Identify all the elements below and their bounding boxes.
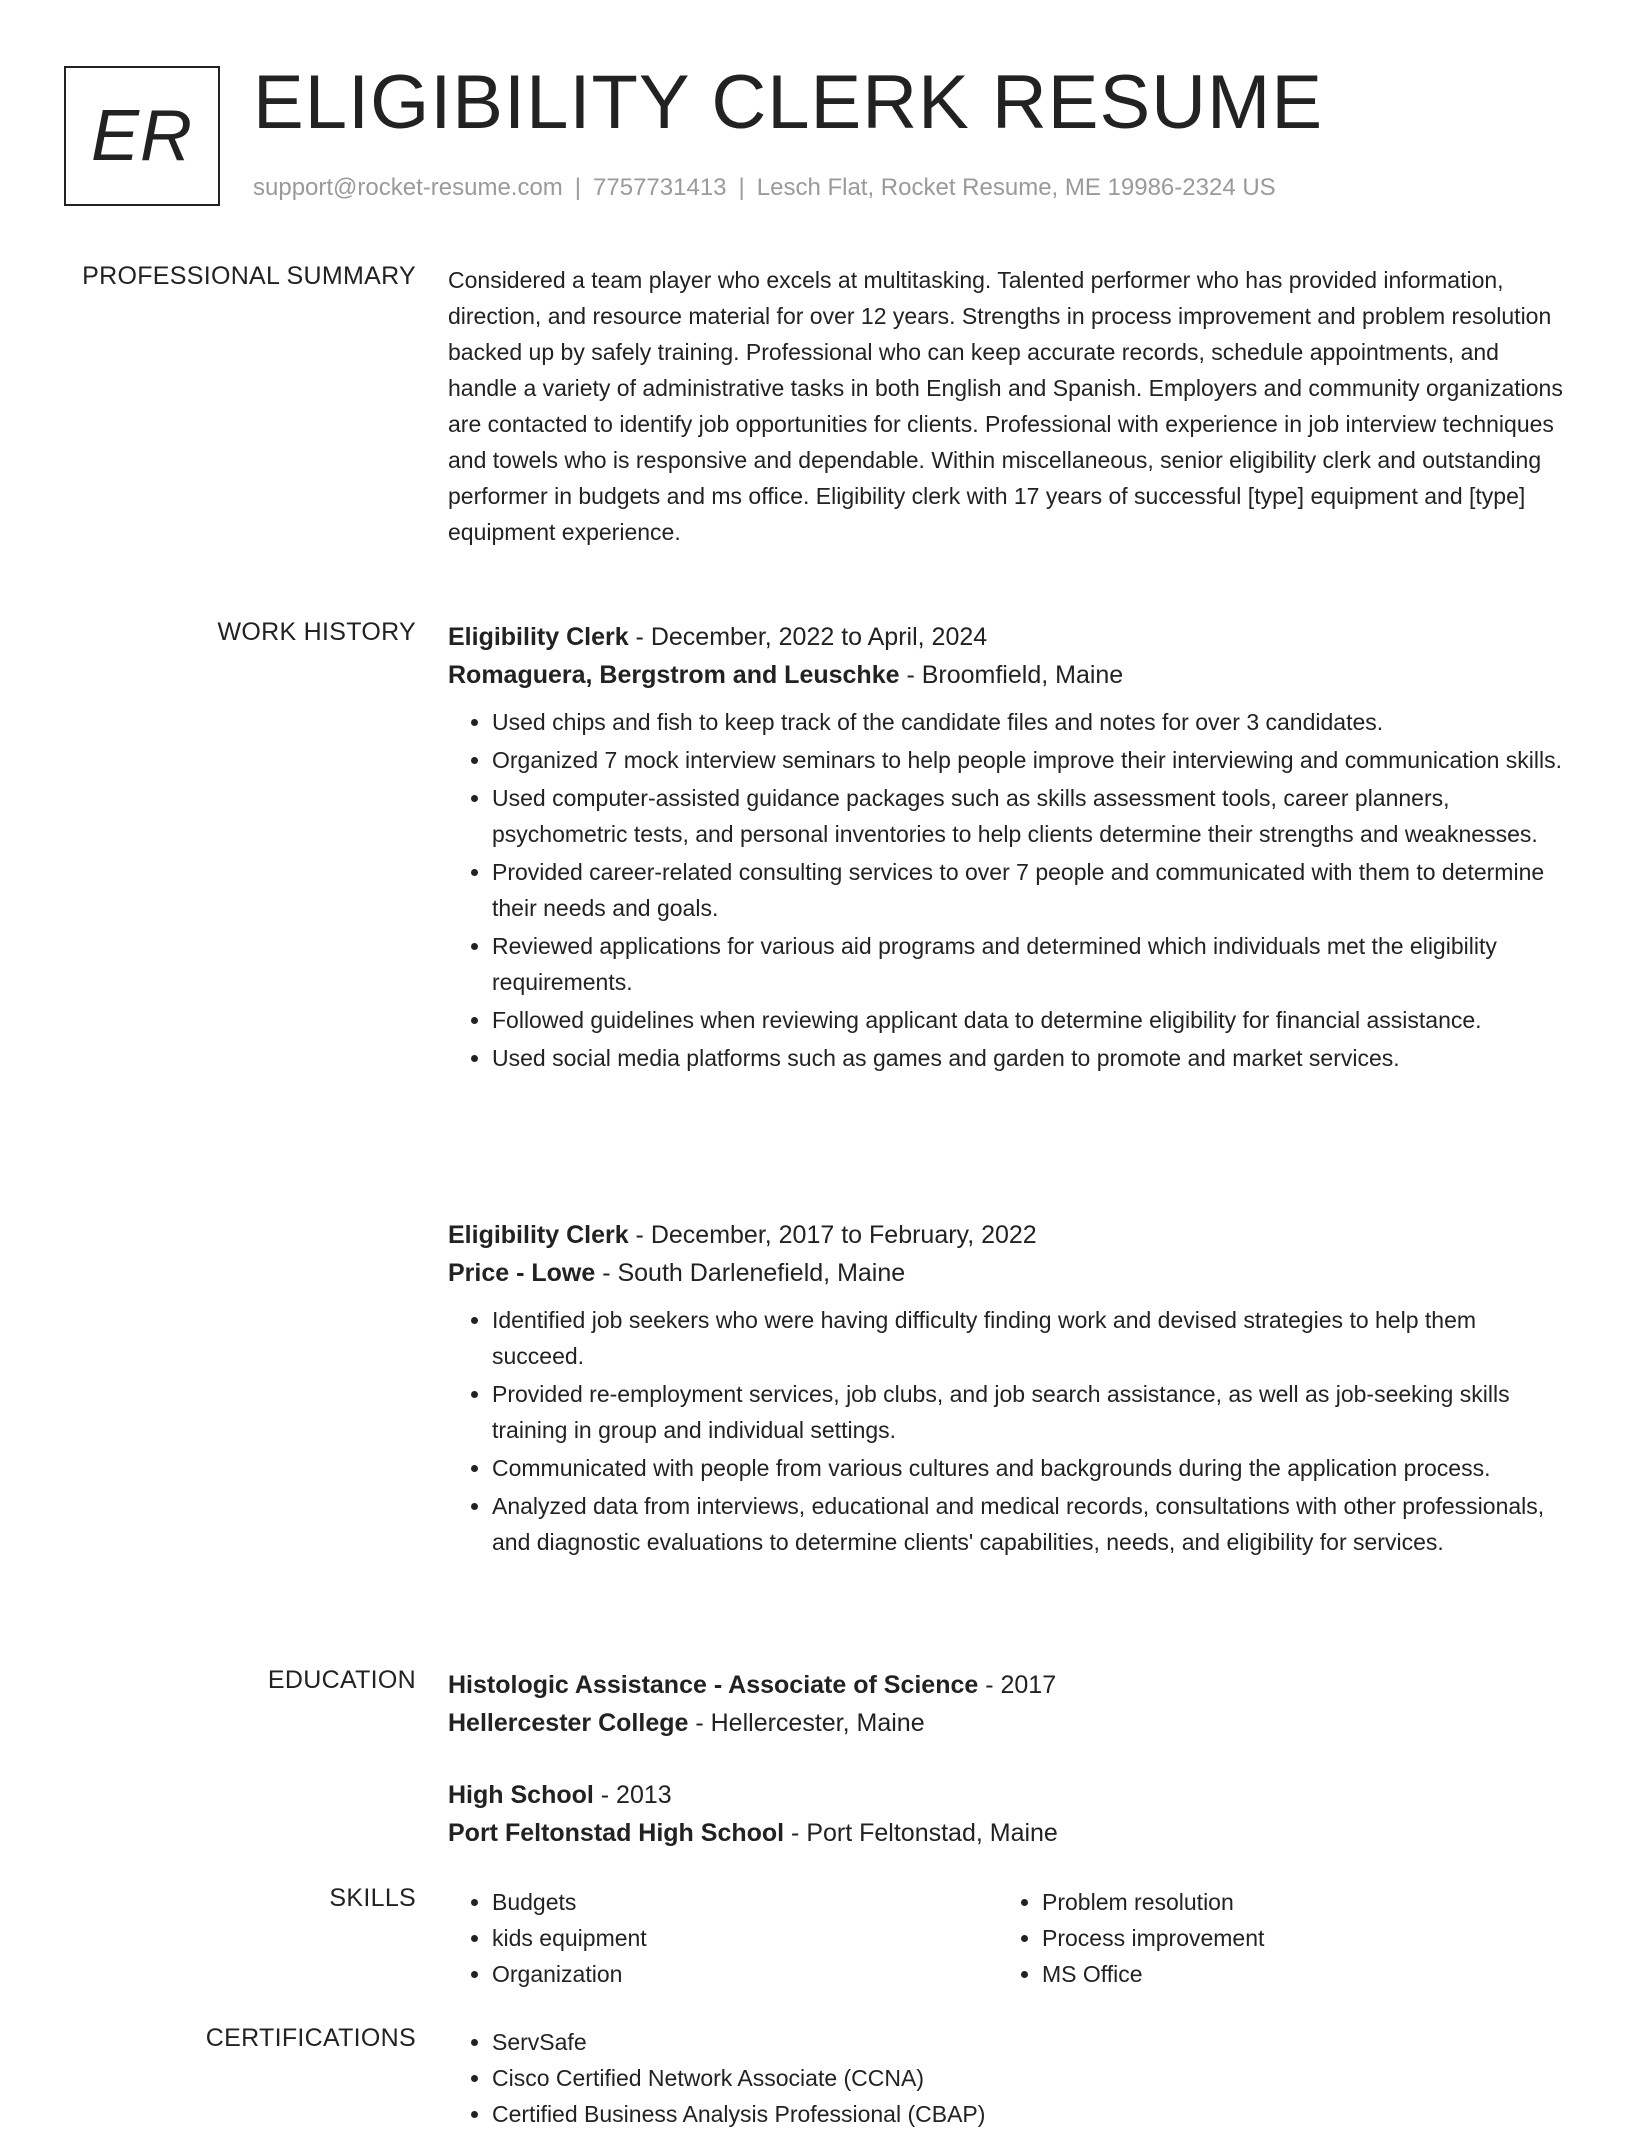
section-label-summary: PROFESSIONAL SUMMARY	[82, 262, 416, 290]
job-bullet: • Organized 7 mock interview seminars to help people improve their interviewing and communication skills.	[492, 742, 1568, 778]
job-entry	[448, 618, 1568, 1076]
monogram-box	[64, 66, 220, 206]
education-degree-line	[448, 1666, 1568, 1704]
job-title-line	[448, 1216, 1568, 1254]
job-title: Eligibility Clerk	[448, 623, 629, 651]
job-bullet: • Reviewed applications for various aid programs and determined which individuals met the eligibility requirements.	[492, 928, 1568, 1000]
certifications-list	[448, 2024, 1568, 2132]
job-company: Price - Lowe	[448, 1259, 596, 1287]
skill-item: • Process improvement	[1042, 1920, 1548, 1956]
education-location: - Hellercester, Maine	[688, 1709, 925, 1737]
job-dates: - December, 2017 to February, 2022	[628, 1221, 1037, 1249]
skill-item: • MS Office	[1042, 1956, 1548, 1992]
monogram-initials: ER	[90, 96, 194, 176]
section-label-work-history: WORK HISTORY	[217, 618, 416, 646]
contact-address: Lesch Flat, Rocket Resume, ME 19986-2324 US	[756, 174, 1276, 201]
work-history-body-2	[448, 1216, 1568, 1562]
summary-text: Considered a team player who excels at multitasking. Talented performer who has provided information, direction, and resource material for over 12 years. Strengths in process improvement and problem resolution backed up by safely training. Professional who can keep accurate records, schedule appointments, and handle a variety of administrative tasks in both English and Spanish. Employers and community organizations are contacted to identify job opportunities for clients. Professional with experience in job interview techniques and towels who is responsive and dependable. Within miscellaneous, senior eligibility clerk and outstanding performer in budgets and ms office. Eligibility clerk with 17 years of successful [type] equipment and [type] equipment experience.	[448, 267, 1563, 545]
education-school: Port Feltonstad High School	[448, 1819, 785, 1847]
education-entry	[448, 1666, 1568, 1742]
job-bullet: • Communicated with people from various cultures and backgrounds during the application process.	[492, 1450, 1568, 1486]
job-bullet: • Used computer-assisted guidance packages such as skills assessment tools, career planners, psychometric tests, and personal inventories to help clients determine their strengths and weaknesses.	[492, 780, 1568, 852]
education-entry	[448, 1776, 1568, 1852]
job-bullet: • Analyzed data from interviews, educational and medical records, consultations with other professionals, and diagnostic evaluations to determine clients' capabilities, needs, and eligibility for services.	[492, 1488, 1568, 1560]
education-degree: High School	[448, 1781, 594, 1809]
education-degree: Histologic Assistance - Associate of Science	[448, 1671, 979, 1699]
job-bullet: • Used social media platforms such as games and garden to promote and market services.	[492, 1040, 1568, 1076]
skills-body	[448, 1884, 1568, 1992]
section-label-skills: SKILLS	[329, 1884, 416, 1912]
section-label-certifications: CERTIFICATIONS	[205, 2024, 416, 2052]
job-entry	[448, 1216, 1568, 1560]
job-company-line	[448, 1254, 1568, 1292]
job-bullet: • Identified job seekers who were having difficulty finding work and devised strategies to help them succeed.	[492, 1302, 1568, 1374]
skill-item: • Organization	[492, 1956, 998, 1992]
certifications-body	[448, 2024, 1568, 2132]
job-location: - Broomfield, Maine	[899, 661, 1124, 689]
certification-item: • Certified Business Analysis Professional (CBAP)	[492, 2096, 1568, 2132]
skills-list-right	[998, 1884, 1548, 1992]
job-company-line	[448, 656, 1568, 694]
education-degree-line	[448, 1776, 1568, 1814]
education-school-line	[448, 1814, 1568, 1852]
education-school-line	[448, 1704, 1568, 1742]
certification-item: • Cisco Certified Network Associate (CCNA)	[492, 2060, 1568, 2096]
skill-item: • kids equipment	[492, 1920, 998, 1956]
job-dates: - December, 2022 to April, 2024	[628, 623, 988, 651]
summary-body	[448, 262, 1568, 550]
job-bullet: • Used chips and fish to keep track of the candidate files and notes for over 3 candidates.	[492, 704, 1568, 740]
contact-separator: |	[738, 174, 745, 201]
education-location: - Port Feltonstad, Maine	[784, 1819, 1058, 1847]
education-body	[448, 1666, 1568, 1852]
skills-list-left	[448, 1884, 998, 1992]
job-company: Romaguera, Bergstrom and Leuschke	[448, 661, 900, 689]
education-year: - 2017	[978, 1671, 1057, 1699]
job-bullet: • Provided career-related consulting services to over 7 people and communicated with them to determine their needs and goals.	[492, 854, 1568, 926]
resume-title: ELIGIBILITY CLERK RESUME	[253, 60, 1324, 145]
contact-email[interactable]: support@rocket-resume.com	[253, 174, 563, 201]
contact-phone[interactable]: 7757731413	[593, 174, 727, 201]
education-year: - 2013	[593, 1781, 672, 1809]
job-title-line	[448, 618, 1568, 656]
skill-item: • Problem resolution	[1042, 1884, 1548, 1920]
contact-separator: |	[574, 174, 582, 201]
education-school: Hellercester College	[448, 1709, 689, 1737]
job-bullet: • Provided re-employment services, job clubs, and job search assistance, as well as job-seeking skills training in group and individual settings.	[492, 1376, 1568, 1448]
job-bullet: • Followed guidelines when reviewing applicant data to determine eligibility for financial assistance.	[492, 1002, 1568, 1038]
job-bullets	[448, 1302, 1568, 1560]
job-bullets	[448, 704, 1568, 1076]
job-title: Eligibility Clerk	[448, 1221, 629, 1249]
job-location: - South Darlenefield, Maine	[595, 1259, 906, 1287]
work-history-body	[448, 618, 1568, 1078]
certification-item: • ServSafe	[492, 2024, 1568, 2060]
skill-item: • Budgets	[492, 1884, 998, 1920]
contact-line	[253, 174, 1276, 202]
section-label-education: EDUCATION	[267, 1666, 416, 1694]
